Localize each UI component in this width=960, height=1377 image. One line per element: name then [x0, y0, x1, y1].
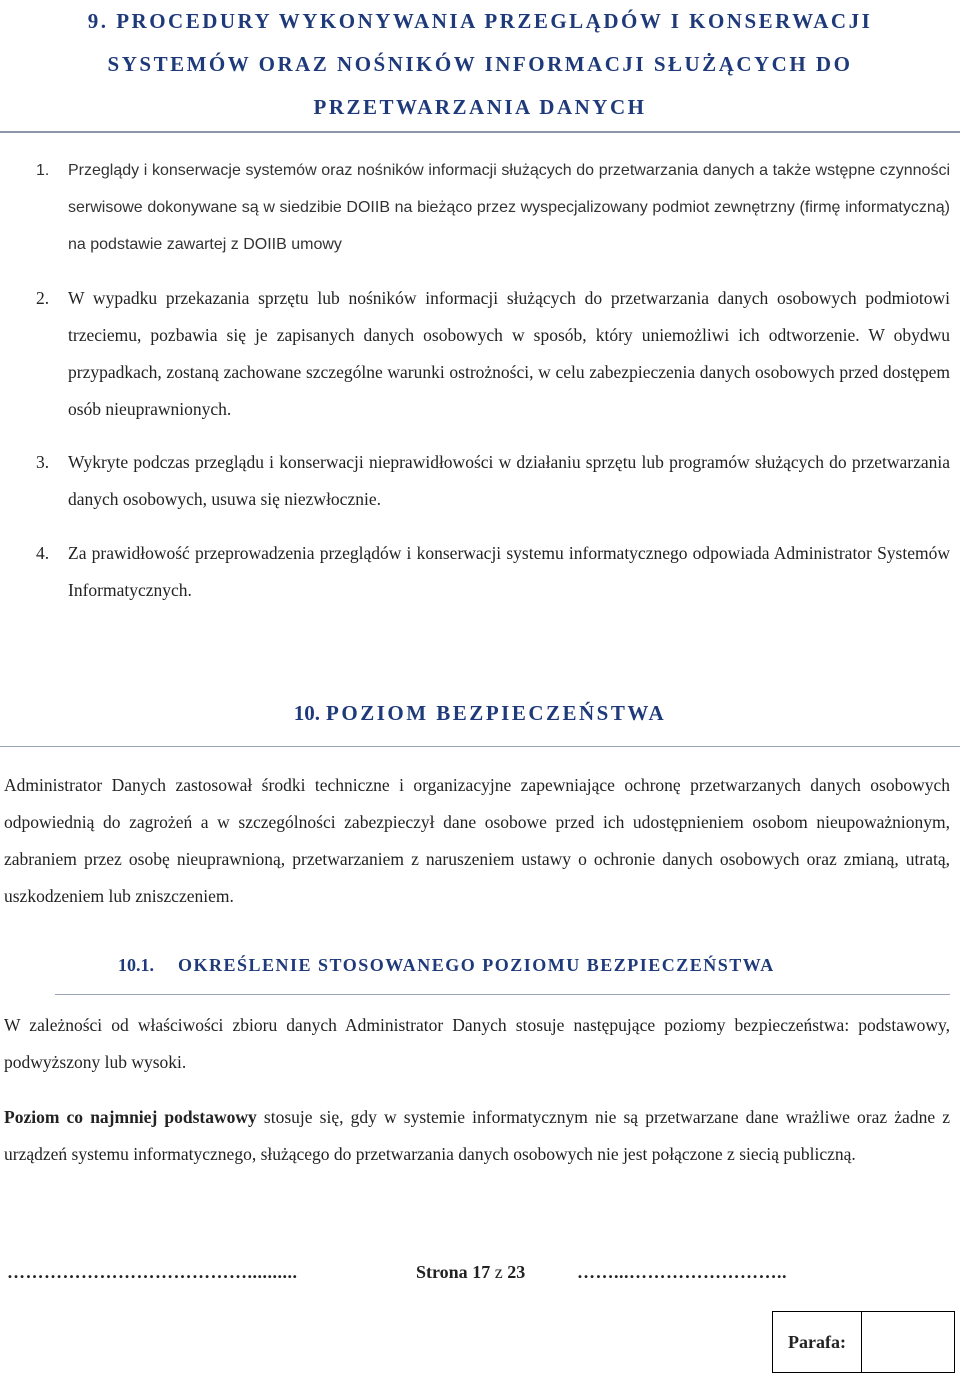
- heading-divider: [55, 994, 950, 995]
- heading-line: 9. PROCEDURY WYKONYWANIA PRZEGLĄDÓW I KONSERWACJI: [87, 9, 873, 33]
- list-item-number: 3.: [36, 452, 50, 472]
- signature-dots-left: …………………………………..........: [7, 1262, 298, 1282]
- page-separator: z: [494, 1262, 503, 1282]
- section-9-heading: [0, 0, 960, 129]
- list-item-text: Przeglądy i konserwacje systemów oraz nośników informacji służących do przetwarzania danych a także wstępne czynności serwisowe dokonywane są w siedzibie DOIIB na bieżąco przez wyspecjalizowany podmiot zewnętrzny (firmę informatyczną) na podstawie zawartej z DOIIB umowy: [68, 162, 950, 253]
- section-title: POZIOM BEZPIECZEŃSTWA: [326, 701, 667, 725]
- section-number: 10.: [293, 701, 321, 725]
- section-10-1-paragraph-1: W zależności od właściwości zbioru danych Administrator Danych stosuje następujące poziomy bezpieczeństwa: podstawowy, podwyższony lub wysoki.: [4, 1015, 950, 1072]
- emphasis-text: Poziom co najmniej podstawowy: [4, 1107, 257, 1127]
- heading-line: PRZETWARZANIA DANYCH: [313, 95, 647, 119]
- heading-line: SYSTEMÓW ORAZ NOŚNIKÓW INFORMACJI SŁUŻĄCYCH DO: [107, 52, 853, 76]
- list-item-number: 2.: [36, 288, 50, 308]
- paragraph-text: stosuje się, gdy w systemie informatycznym nie są przetwarzane dane wrażliwe oraz żadne z urządzeń systemu informatycznego, służącego do przetwarzania danych osobowych nie jest połączone z siecią publiczną.: [4, 1107, 951, 1164]
- parafa-signature-field: [862, 1312, 954, 1372]
- signature-dots-right: ……...……………………..: [577, 1262, 787, 1282]
- list-item: [30, 280, 950, 428]
- page-number: [416, 1262, 525, 1283]
- list-item-number: 4.: [36, 543, 50, 563]
- parafa-label: Parafa:: [773, 1312, 862, 1372]
- page-current: 17: [472, 1262, 491, 1282]
- section-10-paragraph: Administrator Danych zastosował środki techniczne i organizacyjne zapewniające ochronę przetwarzanych danych osobowych odpowiednią do zagrożeń a w szczególności zabezpieczył dane osobowe przed ich udostępnieniem osobom nieupoważnionym, zabraniem przez osobę nieuprawnioną, przetwarzaniem z naruszeniem ustawy o ochronie danych osobowych oraz zmianą, utratą, uszkodzeniem lub zniszczeniem.: [4, 775, 950, 906]
- section-10-1-paragraph-2: [4, 1099, 950, 1173]
- page-label: Strona: [416, 1262, 468, 1282]
- section-title: OKREŚLENIE STOSOWANEGO POZIOMU BEZPIECZEŃSTWA: [178, 955, 775, 975]
- list-item-text: Wykryte podczas przeglądu i konserwacji nieprawidłowości w działaniu sprzętu lub programów służących do przetwarzania danych osobowych, usuwa się niezwłocznie.: [68, 452, 950, 509]
- page-total: 23: [507, 1262, 526, 1282]
- section-10-heading: [0, 701, 960, 726]
- page-footer: [0, 1262, 960, 1292]
- list-item-number: 1.: [36, 162, 50, 179]
- list-item: [30, 152, 950, 263]
- list-item-text: Za prawidłowość przeprowadzenia przeglądów i konserwacji systemu informatycznego odpowiada Administrator Systemów Informatycznych.: [68, 543, 950, 600]
- section-10-1-heading: [118, 955, 775, 976]
- section-number: 10.1.: [118, 955, 154, 975]
- heading-divider: [0, 131, 960, 133]
- heading-divider: [0, 746, 960, 747]
- list-item: [30, 444, 950, 518]
- list-item-text: W wypadku przekazania sprzętu lub nośników informacji służących do przetwarzania danych osobowych podmiotowi trzeciemu, pozbawia się je zapisanych danych osobowych w sposób, który uniemożliwi ich odtworzenie. W obydwu przypadkach, zostaną zachowane szczególne warunki ostrożności, w celu zabezpieczenia danych osobowych przed dostępem osób nieuprawnionych.: [68, 288, 950, 419]
- list-item: [30, 535, 950, 609]
- parafa-box: [772, 1311, 955, 1373]
